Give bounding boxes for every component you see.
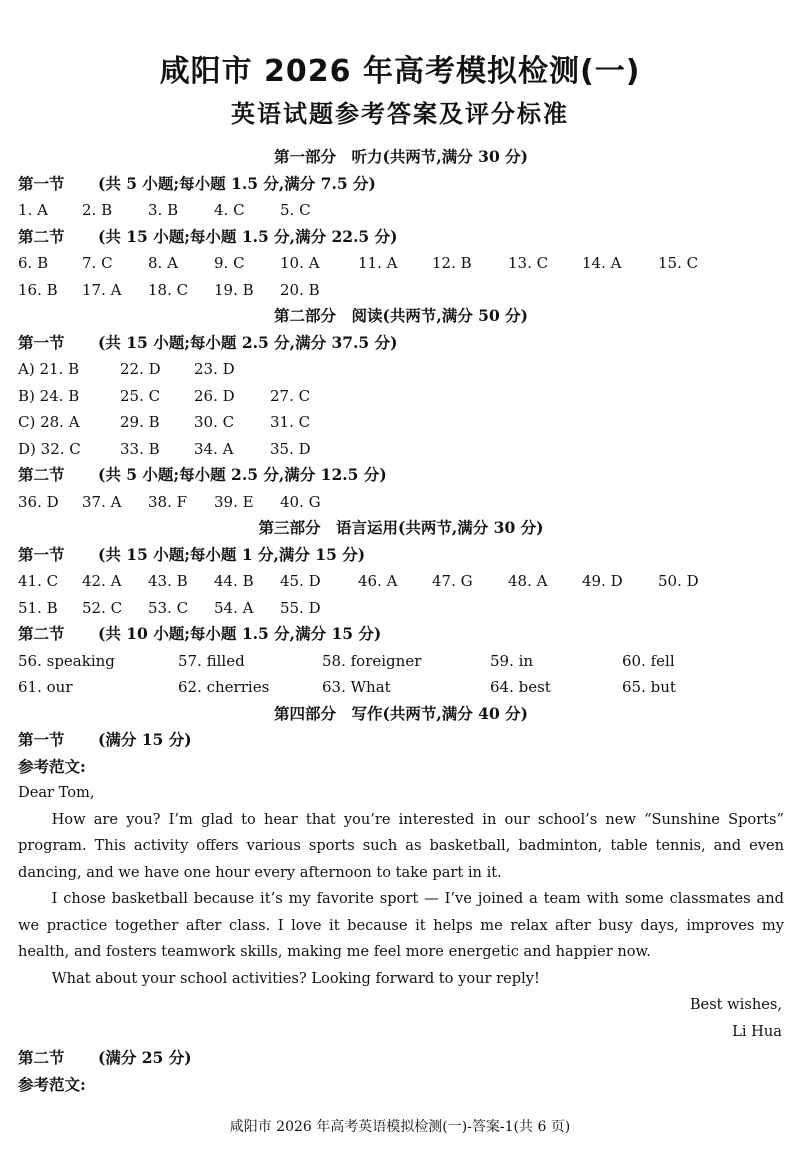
answer-item: 58. foreigner: [322, 651, 422, 670]
section-desc: (共 15 小题;每小题 1 分,满分 15 分): [98, 544, 366, 564]
answer-item: 42. A: [82, 572, 122, 590]
section-desc: (满分 15 分): [98, 730, 192, 749]
answer-item: 17. A: [82, 280, 122, 299]
answer-item: 29. B: [120, 413, 160, 431]
answer-item: 46. A: [358, 572, 398, 590]
section-name: 第二节: [18, 465, 65, 484]
answer-item: 12. B: [432, 254, 472, 272]
part4-sec1-heading: [18, 727, 784, 754]
answer-item: 39. E: [214, 492, 254, 511]
answer-item: 55. D: [280, 598, 321, 617]
answer-item: 56. speaking: [18, 651, 115, 670]
section-desc: (共 5 小题;每小题 2.5 分,满分 12.5 分): [98, 465, 387, 484]
section-name: 第一节: [18, 544, 65, 564]
answer-row: [18, 356, 784, 383]
answer-item: 40. G: [280, 492, 321, 511]
answer-item: 50. D: [658, 572, 699, 590]
letter-paragraph: I chose basketball because it’s my favorite sport — I’ve joined a team with some classmates and we practice together after class. I love it because it helps me relax after busy days, improves my health, and fosters teamwork skills, making me feel more energetic and happier now.: [18, 890, 784, 960]
answer-item: A) 21. B: [18, 360, 80, 378]
answer-item: 65. but: [622, 678, 676, 696]
part1-heading: 第一部分 听力(共两节,满分 30 分): [274, 147, 528, 166]
page-subtitle: 英语试题参考答案及评分标准: [231, 100, 569, 128]
answer-item: 36. D: [18, 492, 59, 511]
answer-item: 22. D: [120, 360, 161, 378]
answer-item: 4. C: [214, 201, 245, 219]
answer-item: 16. B: [18, 280, 58, 299]
answer-item: C) 28. A: [18, 413, 80, 431]
answer-content: [18, 144, 784, 1098]
letter-closing: Best wishes,: [689, 996, 782, 1013]
answer-row: [18, 409, 784, 436]
answer-item: 11. A: [358, 254, 398, 272]
answer-row: [18, 489, 784, 516]
answer-item: 18. C: [148, 280, 189, 299]
section-name: 第二节: [18, 226, 65, 246]
answer-row: [18, 674, 784, 701]
answer-item: D) 32. C: [18, 439, 81, 458]
answer-item: 15. C: [658, 254, 699, 272]
answer-item: 57. filled: [178, 651, 245, 670]
sample-essay-label: 参考范文:: [18, 756, 86, 776]
answer-item: 45. D: [280, 572, 321, 590]
part2-sec2-heading: [18, 462, 784, 489]
answer-item: 64. best: [490, 678, 551, 696]
answer-item: 20. B: [280, 280, 320, 299]
answer-item: 1. A: [18, 201, 48, 219]
answer-item: 53. C: [148, 598, 189, 617]
section-name: 第二节: [18, 1048, 65, 1067]
answer-item: 51. B: [18, 598, 58, 617]
answer-item: 44. B: [214, 572, 254, 590]
answer-item: 37. A: [82, 492, 122, 511]
part4-heading: 第四部分 写作(共两节,满分 40 分): [274, 703, 528, 723]
answer-item: 59. in: [490, 651, 534, 670]
part3-sec1-heading: [18, 542, 784, 569]
section-name: 第一节: [18, 730, 65, 749]
letter-signature: Li Hua: [732, 1022, 782, 1040]
answer-item: 19. B: [214, 280, 254, 299]
answer-item: 27. C: [270, 386, 311, 405]
part2-sec1-heading: [18, 330, 784, 357]
letter-greeting: Dear Tom,: [18, 784, 95, 801]
answer-item: 10. A: [280, 254, 320, 272]
part2-heading: 第二部分 阅读(共两节,满分 50 分): [274, 306, 528, 325]
answer-item: 52. C: [82, 598, 123, 617]
letter-paragraph: How are you? I’m glad to hear that you’re interested in our school’s new “Sunshine Sports” program. This activity offers various sports such as basketball, badminton, table tennis, and even dancing, and we have one hour every afternoon to take part in it.: [18, 810, 784, 881]
section-desc: (共 15 小题;每小题 1.5 分,满分 22.5 分): [98, 226, 398, 246]
answer-item: 43. B: [148, 572, 188, 590]
answer-item: 2. B: [82, 201, 113, 219]
answer-item: B) 24. B: [18, 386, 80, 405]
answer-item: 61. our: [18, 678, 73, 696]
answer-item: 23. D: [194, 360, 235, 378]
part3-heading: 第三部分 语言运用(共两节,满分 30 分): [258, 518, 544, 537]
answer-row: [18, 436, 784, 463]
answer-item: 6. B: [18, 254, 49, 272]
section-name: 第一节: [18, 173, 65, 193]
answer-item: 63. What: [322, 678, 391, 696]
answer-item: 13. C: [508, 254, 549, 272]
answer-item: 38. F: [148, 492, 188, 511]
answer-row: [18, 250, 784, 277]
answer-item: 30. C: [194, 413, 235, 431]
letter-paragraph: What about your school activities? Looking forward to your reply!: [51, 969, 540, 987]
answer-item: 54. A: [214, 598, 254, 617]
answer-item: 33. B: [120, 439, 160, 458]
part1-sec2-heading: [18, 224, 784, 251]
answer-row: [18, 648, 784, 675]
page-footer: 咸阳市 2026 年高考英语模拟检测(一)-答案-1(共 6 页): [229, 1119, 571, 1135]
section-name: 第一节: [18, 332, 65, 352]
answer-item: 60. fell: [622, 651, 675, 670]
part1-sec1-heading: [18, 171, 784, 198]
page-title: 咸阳市 2026 年高考模拟检测(一): [159, 54, 641, 89]
answer-row: [18, 595, 784, 622]
answer-item: 41. C: [18, 572, 59, 590]
answer-item: 8. A: [148, 254, 178, 272]
answer-row: [18, 568, 784, 595]
answer-item: 7. C: [82, 254, 113, 272]
section-desc: (共 10 小题;每小题 1.5 分,满分 15 分): [98, 624, 382, 643]
answer-row: [18, 197, 784, 224]
section-desc: (共 5 小题;每小题 1.5 分,满分 7.5 分): [98, 173, 376, 193]
part3-sec2-heading: [18, 621, 784, 648]
answer-item: 48. A: [508, 572, 548, 590]
answer-item: 14. A: [582, 254, 622, 272]
answer-item: 9. C: [214, 254, 245, 272]
answer-item: 3. B: [148, 201, 179, 219]
section-name: 第二节: [18, 624, 65, 643]
answer-item: 47. G: [432, 572, 473, 590]
answer-row: [18, 277, 784, 304]
answer-item: 49. D: [582, 572, 623, 590]
answer-item: 35. D: [270, 439, 311, 458]
answer-item: 25. C: [120, 386, 161, 405]
sample-essay-label: 参考范文:: [18, 1074, 86, 1094]
answer-item: 5. C: [280, 201, 311, 219]
answer-item: 26. D: [194, 386, 235, 405]
section-desc: (满分 25 分): [98, 1048, 192, 1067]
answer-item: 62. cherries: [178, 678, 270, 696]
answer-item: 34. A: [194, 439, 234, 458]
answer-item: 31. C: [270, 413, 311, 431]
section-desc: (共 15 小题;每小题 2.5 分,满分 37.5 分): [98, 332, 398, 352]
part4-sec2-heading: [18, 1045, 784, 1072]
answer-row: [18, 383, 784, 410]
